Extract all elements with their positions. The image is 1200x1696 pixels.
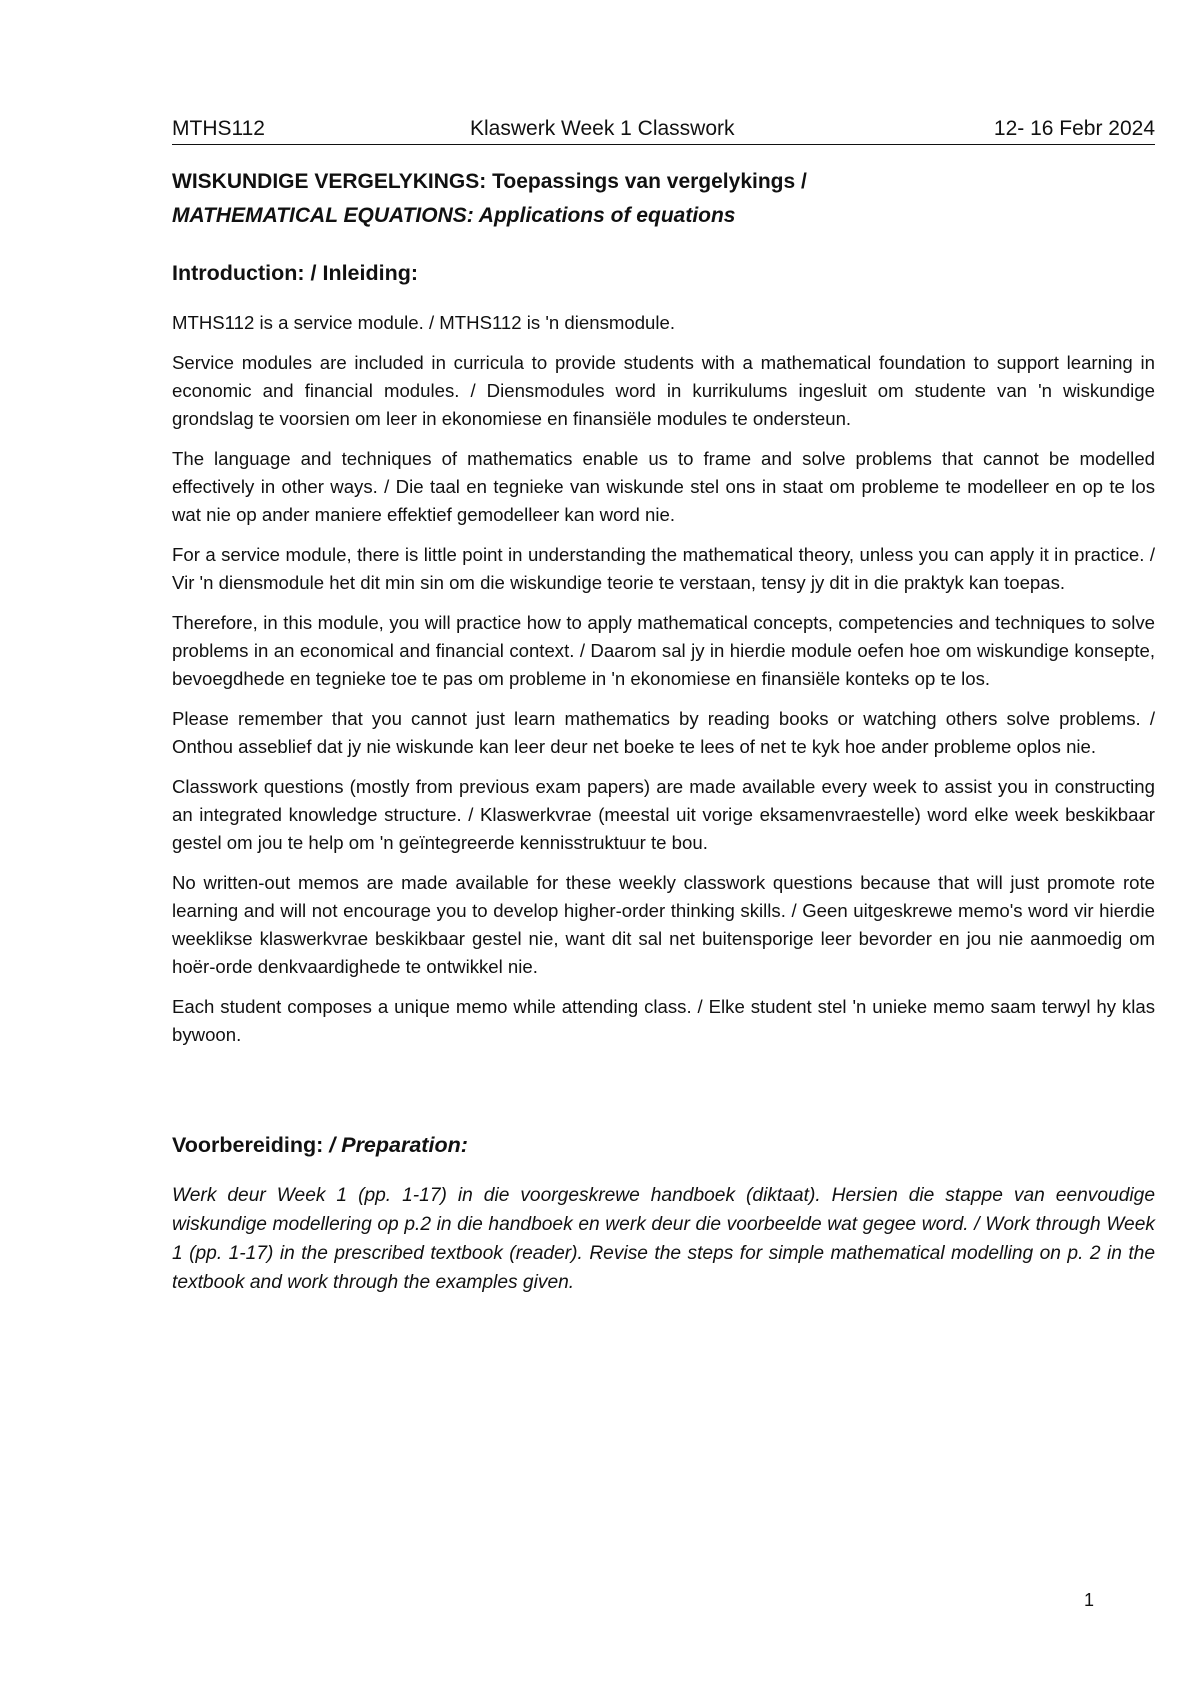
intro-paragraph-4: For a service module, there is little point in understanding the mathematical theory, unless you can apply it in practice. / Vir 'n diensmodule het dit min sin om die wiskundige teorie te verstaan, tensy jy dit in die praktyk kan toepas. bbox=[172, 544, 1155, 593]
intro-paragraph-5: Therefore, in this module, you will practice how to apply mathematical concepts, competencies and techniques to solve problems in an economical and financial context. / Daarom sal jy in hierdie module oefen hoe om wiskundige konsepte, bevoegdhede en tegnieke toe te pas om probleme in 'n ekonomiese en finansiële konteks op te los. bbox=[172, 612, 1155, 689]
intro-paragraph-9: Each student composes a unique memo while attending class. / Elke student stel 'n unieke memo saam terwyl hy klas bywoon. bbox=[172, 996, 1155, 1045]
intro-paragraph-1: MTHS112 is a service module. / MTHS112 is 'n diensmodule. bbox=[172, 312, 676, 333]
page-header bbox=[172, 112, 1155, 145]
intro-paragraph-7: Classwork questions (mostly from previous exam papers) are made available every week to assist you in constructing an integrated knowledge structure. / Klaswerkvrae (meestal uit vorige eksamenvraestelle) word elke week beskikbaar gestel om jou te help om 'n geïntegreerde kennisstruktuur te bou. bbox=[172, 776, 1155, 853]
introduction-heading: Introduction: / Inleiding: bbox=[172, 261, 419, 285]
intro-paragraph-6: Please remember that you cannot just learn mathematics by reading books or watching others solve problems. / Onthou asseblief dat jy nie wiskunde kan leer deur net boeke te lees of net te kyk hoe ander probleme oplos nie. bbox=[172, 708, 1155, 757]
spacer bbox=[172, 1061, 1155, 1105]
intro-paragraph-8: No written-out memos are made available for these weekly classwork questions because that will just promote rote learning and will not encourage you to develop higher-order thinking skills. / Geen uitgeskrewe memo's word vir hierdie weeklikse klaswerkvrae beskikbaar gestel nie, want dit sal net buitensporige leer bevorder en jou nie aanmoedig om hoër-orde denkvaardighede te ontwikkel nie. bbox=[172, 872, 1155, 977]
header-date: 12- 16 Febr 2024 bbox=[993, 117, 1155, 140]
preparation-text: Werk deur Week 1 (pp. 1-17) in die voorgeskrewe handboek (diktaat). Hersien die stappe van eenvoudige wiskundige modellering op p.2 in die handboek en werk deur die voorbeelde wat gegee word. / Work through Week 1 (pp. 1-17) in the prescribed textbook (reader). Revise the steps for simple mathematical modelling on p. 2 in the textbook and work through the examples given. bbox=[172, 1185, 1155, 1293]
page-number: 1 bbox=[1084, 1590, 1095, 1610]
header-title: Klaswerk Week 1 Classwork bbox=[470, 117, 735, 140]
intro-paragraph-2: Service modules are included in curricula to provide students with a mathematical foundation to support learning in economic and financial modules. / Diensmodules word in kurrikulums ingesluit om studente van 'n wiskundige grondslag te voorsien om leer in ekonomiese en finansiële modules te ondersteun. bbox=[172, 352, 1155, 429]
preparation-heading-afrikaans: Voorbereiding: bbox=[172, 1133, 330, 1157]
document-page bbox=[172, 112, 1155, 1297]
course-code: MTHS112 bbox=[172, 117, 265, 140]
document-title-afrikaans: WISKUNDIGE VERGELYKINGS: Toepassings van vergelykings / bbox=[172, 170, 807, 193]
intro-paragraph-3: The language and techniques of mathematics enable us to frame and solve problems that cannot be modelled effectively in other ways. / Die taal en tegnieke van wiskunde stel ons in staat om probleme te modelleer en op te los wat nie op ander maniere effektief gemodelleer kan word nie. bbox=[172, 448, 1155, 525]
document-title-english: MATHEMATICAL EQUATIONS: Applications of equations bbox=[172, 204, 736, 227]
preparation-heading bbox=[172, 1131, 1155, 1159]
preparation-heading-english: / Preparation: bbox=[329, 1133, 468, 1157]
